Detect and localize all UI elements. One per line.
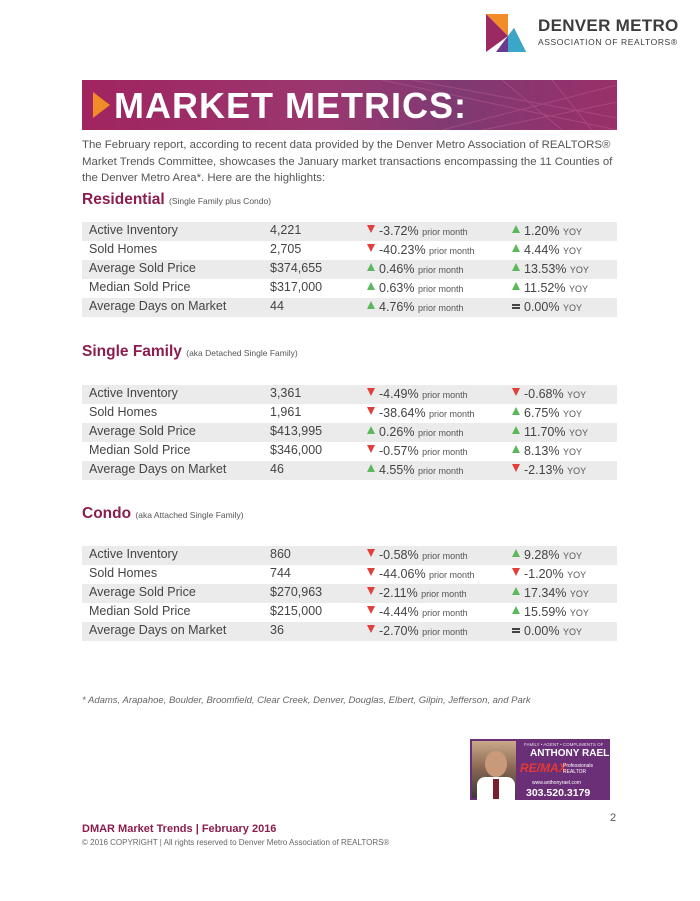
yoy-value: 4.44% [524,243,560,257]
prior-month-value: -3.72% [379,224,419,238]
section-title-text: Residential [82,191,165,208]
prior-month-value: 4.76% [379,300,415,314]
prior-month-unit: prior month [429,570,475,580]
footer-title: DMAR Market Trends | February 2016 [82,823,277,835]
metric-row [82,222,617,241]
prior-month-unit: prior month [422,627,468,637]
yoy-unit: YOY [569,589,589,599]
trend-down-arrow-icon [367,407,375,415]
no-change-equals-icon [512,304,520,309]
prior-month-unit: prior month [422,227,468,237]
yoy-change [524,624,582,638]
metric-label: Average Days on Market [89,299,227,313]
yoy-unit: YOY [562,303,582,313]
condo-section-title [82,505,244,523]
metric-value: 44 [270,299,284,313]
metric-value: $374,655 [270,261,323,275]
prior-month-change [379,624,468,638]
trend-down-arrow-icon [367,388,375,396]
prior-month-unit: prior month [422,447,468,457]
metric-row [82,584,617,603]
metric-row [82,546,617,565]
yoy-change [524,586,589,600]
trend-up-arrow-icon [512,606,520,614]
trend-down-arrow-icon [512,464,520,472]
yoy-change [524,281,588,295]
trend-up-arrow-icon [512,225,520,233]
yoy-change [524,548,582,562]
agent-phone: 303.520.3179 [526,787,591,799]
metric-label: Active Inventory [89,386,178,400]
metric-label: Active Inventory [89,547,178,561]
section-subtitle: (Single Family plus Condo) [169,196,272,206]
dmar-logo [484,14,684,54]
county-footnote: * Adams, Arapahoe, Boulder, Broomfield, Clear Creek, Denver, Douglas, Elbert, Gilpin, Jefferson, and Park [82,695,531,706]
section-title-text: Single Family [82,343,182,360]
section-subtitle: (aka Detached Single Family) [186,348,298,358]
metric-row [82,241,617,260]
yoy-value: 9.28% [524,548,560,562]
yoy-change [524,243,582,257]
metric-value: 2,705 [270,242,302,256]
metric-value: 744 [270,566,291,580]
yoy-change [524,444,582,458]
prior-month-value: -4.49% [379,387,419,401]
metric-row [82,423,617,442]
prior-month-unit: prior month [422,608,468,618]
yoy-change [524,425,588,439]
yoy-value: -1.20% [524,567,564,581]
trend-up-arrow-icon [512,244,520,252]
prior-month-change [379,224,468,238]
yoy-value: 15.59% [524,605,567,619]
trend-down-arrow-icon [367,587,375,595]
metric-label: Sold Homes [89,566,158,580]
agent-photo [472,741,516,798]
section-title-text: Condo [82,505,132,522]
prior-month-value: 0.46% [379,262,415,276]
trend-down-arrow-icon [512,388,520,396]
trend-up-arrow-icon [367,263,375,271]
yoy-unit: YOY [562,227,582,237]
metric-value: $317,000 [270,280,323,294]
metric-row [82,622,617,641]
residential-section-title [82,191,271,209]
trend-down-arrow-icon [367,445,375,453]
prior-month-unit: prior month [422,390,468,400]
prior-month-unit: prior month [422,551,468,561]
metric-row [82,298,617,317]
agent-photo-head [485,751,507,777]
yoy-unit: YOY [562,447,582,457]
prior-month-value: -44.06% [379,567,426,581]
metric-label: Average Days on Market [89,623,227,637]
yoy-unit: YOY [562,409,582,419]
metric-value: 36 [270,623,284,637]
prior-month-change [379,548,468,562]
banner-arrow-icon [93,92,110,118]
dmar-logo-icon [484,14,528,54]
metric-label: Average Sold Price [89,585,196,599]
trend-up-arrow-icon [512,407,520,415]
prior-month-value: -4.44% [379,605,419,619]
trend-up-arrow-icon [512,549,520,557]
prior-month-value: -40.23% [379,243,426,257]
metric-row [82,404,617,423]
yoy-value: 11.70% [524,425,566,439]
yoy-unit: YOY [562,246,582,256]
agent-advertisement[interactable] [470,739,610,800]
metric-label: Median Sold Price [89,604,191,618]
trend-down-arrow-icon [367,606,375,614]
prior-month-value: -38.64% [379,406,426,420]
yoy-change [524,300,582,314]
metric-row [82,260,617,279]
yoy-value: 8.13% [524,444,560,458]
trend-up-arrow-icon [512,587,520,595]
yoy-value: 0.00% [524,300,560,314]
prior-month-change [379,406,475,420]
metric-label: Median Sold Price [89,443,191,457]
no-change-equals-icon [512,628,520,633]
prior-month-change [379,243,475,257]
yoy-unit: YOY [567,390,587,400]
yoy-unit: YOY [567,466,587,476]
banner-title: MARKET METRICS: [114,85,467,126]
metric-label: Active Inventory [89,223,178,237]
section-subtitle: (aka Attached Single Family) [135,510,244,520]
prior-month-value: 0.26% [379,425,415,439]
metric-label: Average Sold Price [89,261,196,275]
logo-title: DENVER METRO [538,16,679,35]
prior-month-change [379,605,468,619]
prior-month-unit: prior month [429,246,475,256]
yoy-change [524,605,589,619]
metric-row [82,442,617,461]
prior-month-change [379,444,468,458]
metric-row [82,461,617,480]
yoy-value: 13.53% [524,262,567,276]
yoy-change [524,262,589,276]
prior-month-change [379,586,467,600]
metric-row [82,385,617,404]
yoy-change [524,406,582,420]
trend-up-arrow-icon [367,426,375,434]
metric-value: 3,361 [270,386,302,400]
prior-month-value: 4.55% [379,463,415,477]
trend-down-arrow-icon [367,625,375,633]
metric-row [82,279,617,298]
metric-value: 1,961 [270,405,302,419]
trend-down-arrow-icon [367,225,375,233]
yoy-value: 1.20% [524,224,560,238]
agent-name: ANTHONY RAEL [530,748,610,759]
trend-down-arrow-icon [512,568,520,576]
yoy-value: 0.00% [524,624,560,638]
prior-month-change [379,463,463,477]
yoy-change [524,463,586,477]
trend-up-arrow-icon [512,263,520,271]
agent-website: www.anthonyrael.com [532,780,581,786]
yoy-value: -2.13% [524,463,564,477]
brokerage-logo: RE/MAX [520,761,567,775]
metric-value: $215,000 [270,604,323,618]
trend-up-arrow-icon [512,282,520,290]
prior-month-change [379,387,468,401]
yoy-change [524,224,582,238]
yoy-unit: YOY [562,551,582,561]
trend-up-arrow-icon [367,282,375,290]
metric-value: 4,221 [270,223,302,237]
yoy-value: 6.75% [524,406,560,420]
yoy-value: 11.52% [524,281,566,295]
prior-month-change [379,300,463,314]
prior-month-value: -2.11% [379,586,418,600]
prior-month-change [379,281,463,295]
prior-month-unit: prior month [417,428,464,438]
logo-subtitle: ASSOCIATION OF REALTORS® [538,37,678,47]
prior-month-unit: prior month [417,466,464,476]
intro-paragraph: The February report, according to recent data provided by the Denver Metro Association of REALTORS® Market Trends Committee, showcases the January market transactions encompassing the 11 Counties of the Denver Metro Area*. Here are the highlights: [82,139,613,184]
prior-month-change [379,262,463,276]
metric-label: Average Days on Market [89,462,227,476]
metric-label: Median Sold Price [89,280,191,294]
metric-value: 860 [270,547,291,561]
metric-row [82,565,617,584]
prior-month-unit: prior month [429,409,475,419]
yoy-unit: YOY [569,608,589,618]
metric-label: Sold Homes [89,405,158,419]
prior-month-value: -0.58% [379,548,419,562]
prior-month-value: 0.63% [379,281,415,295]
prior-month-value: -2.70% [379,624,419,638]
agent-photo-tie [493,779,499,799]
trend-up-arrow-icon [512,445,520,453]
prior-month-unit: prior month [417,284,464,294]
ad-tagline: FAMILY • AGENT • COMPLIMENTS OF [524,742,604,747]
metric-row [82,603,617,622]
metric-value: $413,995 [270,424,323,438]
yoy-unit: YOY [569,265,589,275]
yoy-value: -0.68% [524,387,564,401]
brokerage-subtitle: Professionals REALTOR [563,763,594,775]
prior-month-unit: prior month [417,303,464,313]
prior-month-unit: prior month [421,589,467,599]
metric-label: Sold Homes [89,242,158,256]
yoy-change [524,387,586,401]
metric-value: $346,000 [270,443,323,457]
yoy-unit: YOY [568,284,588,294]
prior-month-change [379,425,463,439]
trend-down-arrow-icon [367,244,375,252]
yoy-unit: YOY [567,570,587,580]
yoy-unit: YOY [562,627,582,637]
trend-down-arrow-icon [367,568,375,576]
yoy-value: 17.34% [524,586,567,600]
market-metrics-banner [82,80,617,130]
trend-up-arrow-icon [512,426,520,434]
trend-up-arrow-icon [367,464,375,472]
footer-copyright: © 2016 COPYRIGHT | All rights reserved to Denver Metro Association of REALTORS® [82,838,390,847]
prior-month-change [379,567,475,581]
yoy-change [524,567,586,581]
trend-down-arrow-icon [367,549,375,557]
metric-value: 46 [270,462,284,476]
metric-value: $270,963 [270,585,323,599]
single-family-section-title [82,343,298,361]
yoy-unit: YOY [568,428,588,438]
prior-month-unit: prior month [417,265,464,275]
prior-month-value: -0.57% [379,444,419,458]
page-number: 2 [610,812,617,824]
trend-up-arrow-icon [367,301,375,309]
metric-label: Average Sold Price [89,424,196,438]
